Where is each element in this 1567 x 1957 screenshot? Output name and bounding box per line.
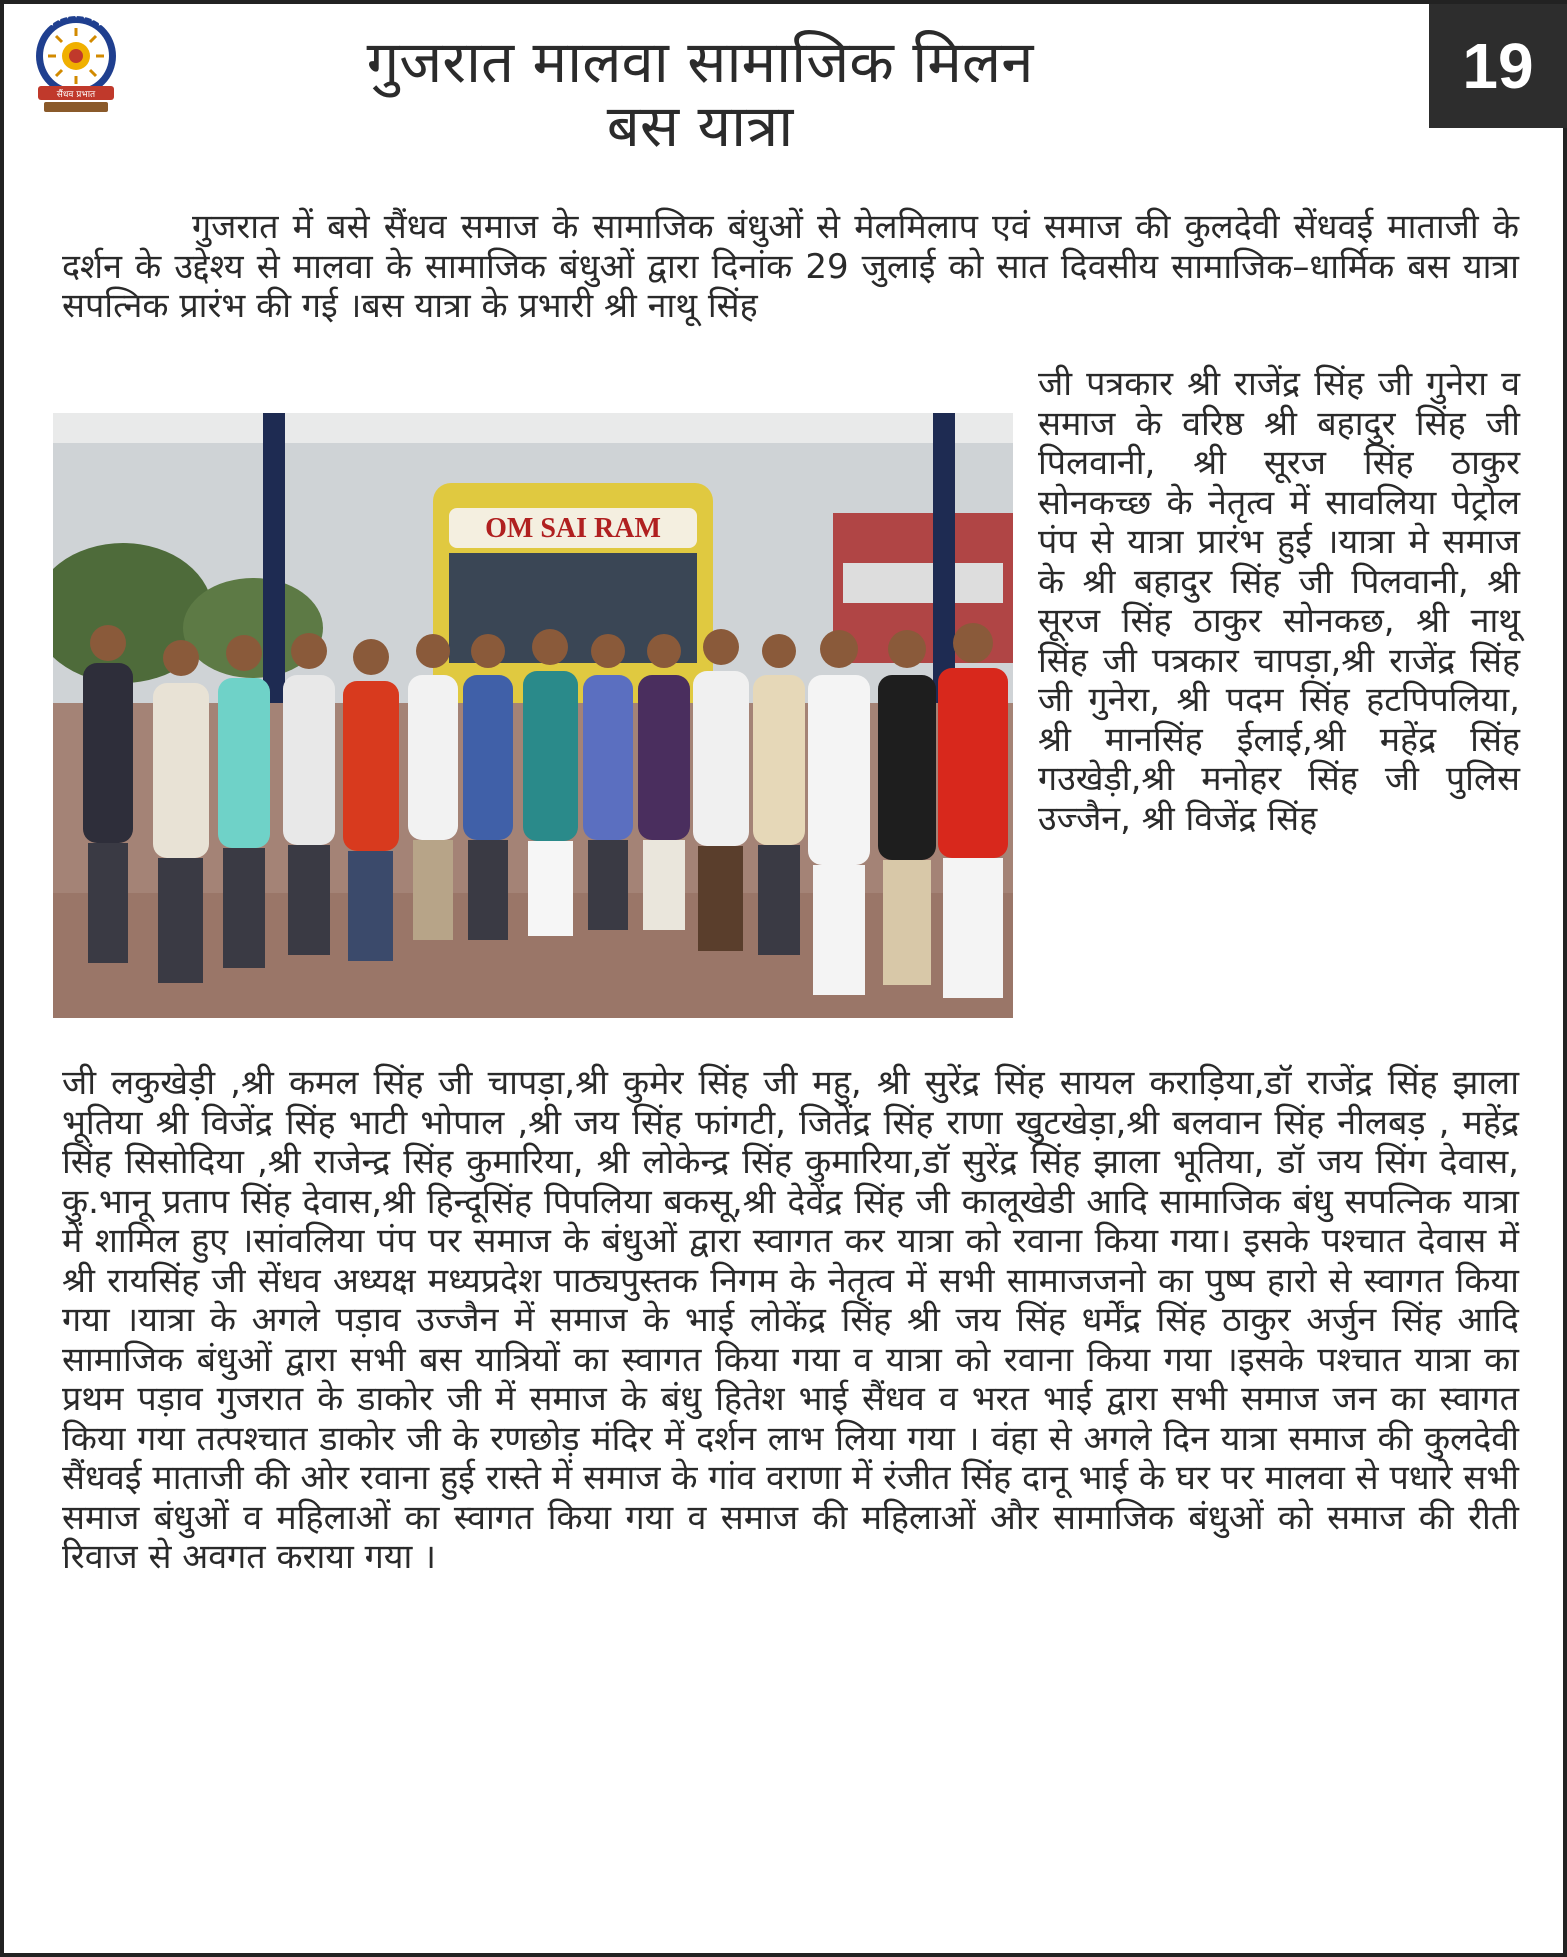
- right-border: [1563, 0, 1567, 1957]
- svg-text:✦ ✦ ✦ ✦ ✦ ✦ ✦: ✦ ✦ ✦ ✦ ✦ ✦ ✦: [47, 12, 105, 30]
- magazine-logo: [30, 8, 122, 116]
- top-border: [0, 0, 1567, 4]
- title-line-2: बस यात्रा: [606, 92, 794, 160]
- article-title: [200, 30, 1200, 158]
- continued-paragraph: जी लकुखेड़ी ,श्री कमल सिंह जी चापड़ा,श्री कुमेर सिंह जी महु, श्री सुरेंद्र सिंह सायल कराड़िया,डॉ राजेंद्र सिंह झाला भूतिया श्री विजेंद्र सिंह भाटी भोपाल ,श्री जय सिंह फांगटी, जितेंद्र सिंह राणा खुटखेड़ा,श्री बलवान सिंह नीलबड़ , महेंद्र सिंह सिसोदिया ,श्री राजेन्द्र सिंह कुमारिया, श्री लोकेन्द्र सिंह कुमारिया,डॉ सुरेंद्र सिंह झाला भूतिया, डॉ जय सिंग देवास, कु.भानू प्रताप सिंह देवास,श्री हिन्दूसिंह पिपलिया बकसू,श्री देवेंद्र सिंह जी कालूखेडी आदि सामाजिक बंधु सपत्निक यात्रा में शामिल हुए ।सांवलिया पंप पर समाज के बंधुओं द्वारा स्वागत कर यात्रा को रवाना किया गया। इसके पश्चात देवास में श्री रायसिंह जी सेंधव अध्यक्ष मध्यप्रदेश पाठ्यपुस्तक निगम के नेतृत्व में सभी सामाजजनो का पुष्प हारो से स्वागत किया गया ।यात्रा के अगले पड़ाव उज्जैन में समाज के भाई लोकेंद्र सिंह श्री जय सिंह धर्मेंद्र सिंह ठाकुर अर्जुन सिंह आदि सामाजिक बंधुओं द्वारा सभी बस यात्रियों का स्वागत किया गया व यात्रा को रवाना किया गया ।इसके पश्चात यात्रा का प्रथम पड़ाव गुजरात के डाकोर जी में समाज के बंधु हितेश भाई सैंधव व भरत भाई द्वारा सभी समाज जन का स्वागत किया गया तत्पश्चात डाकोर जी के रणछोड़ मंदिर में दर्शन लाभ लिया गया । वंहा से अगले दिन यात्रा समाज की कुलदेवी सैंधवई माताजी की ओर रवाना हुई रास्ते में समाज के गांव वराणा में रंजीत सिंह दानू भाई के घर पर मालवा से पधारे सभी समाज बंधुओं व महिलाओं का स्वागत किया गया व समाज की महिलाओं और सामाजिक बंधुओं को समाज की रीती रिवाज से अवगत कराया गया ।: [62, 1063, 1519, 1577]
- intro-text: गुजरात में बसे सैंधव समाज के सामाजिक बंधुओं से मेलमिलाप एवं समाज की कुलदेवी सेंधवई माताजी के दर्शन के उद्देश्य से मालवा के सामाजिक बंधुओं द्वारा दिनांक 29 जुलाई को सात दिवसीय सामाजिक–धार्मिक बस यात्रा सपत्निक प्रारंभ की गई ।बस यात्रा के प्रभारी श्री नाथू सिंह: [62, 207, 1519, 326]
- bottom-border: [0, 1953, 1567, 1957]
- page-number: 19: [1429, 4, 1567, 128]
- title-line-1: गुजरात मालवा सामाजिक मिलन: [366, 28, 1034, 96]
- intro-paragraph: [62, 208, 1519, 327]
- bus-banner: OM SAI RAM: [485, 513, 661, 544]
- group-photo: [53, 413, 1013, 1018]
- left-border: [0, 0, 4, 1957]
- logo-name: सैंधव प्रभात: [56, 90, 96, 100]
- side-column-text: जी पत्रकार श्री राजेंद्र सिंह जी गुनेरा व समाज के वरिष्ठ श्री बहादुर सिंह जी पिलवानी, श्री सूरज सिंह ठाकुर सोनकच्छ के नेतृत्व में सावलिया पेट्रोल पंप से यात्रा प्रारंभ हुई ।यात्रा मे समाज के श्री बहादुर सिंह जी पिलवानी, श्री सूरज सिंह ठाकुर सोनकछ, श्री नाथू सिंह जी पत्रकार चापड़ा,श्री राजेंद्र सिंह जी गुनेरा, श्री पदम सिंह हटपिपलिया, श्री मानसिंह ईलाई,श्री महेंद्र सिंह गउखेड़ी,श्री मनोहर सिंह जी पुलिस उज्जैन, श्री विजेंद्र सिंह: [1038, 364, 1520, 839]
